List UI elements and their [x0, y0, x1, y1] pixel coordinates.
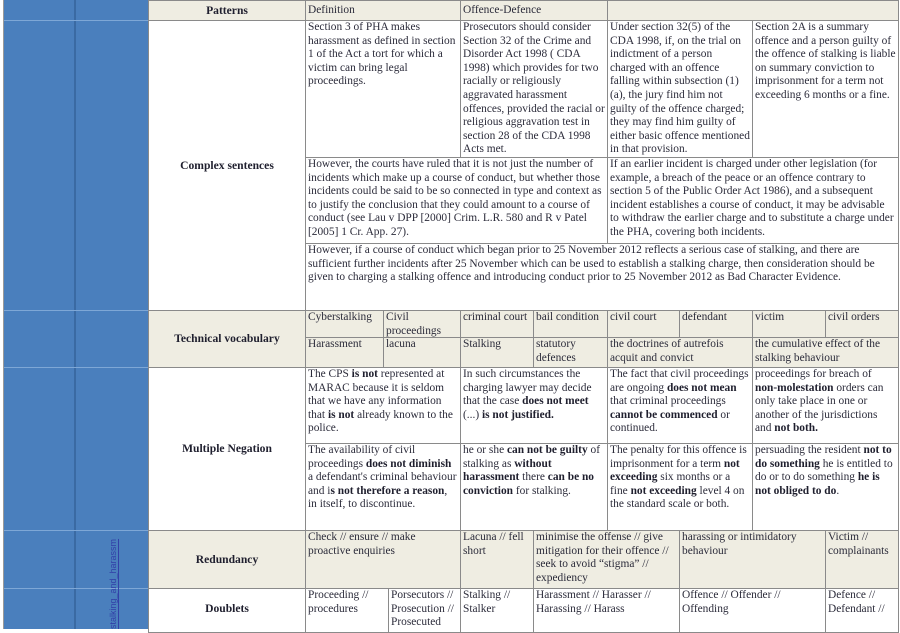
- body-text: persuading the resident: [755, 444, 864, 456]
- vocab-cell: Civil proceedings: [383, 310, 461, 338]
- sidebar-row-line: [4, 588, 148, 589]
- sidebar-row-line: [4, 310, 148, 311]
- vocab-cell: civil orders: [825, 310, 899, 338]
- emphasis-text: is not: [351, 368, 378, 380]
- body-text: or continued.: [610, 408, 730, 435]
- emphasis-text: does not meet: [522, 395, 589, 408]
- negation-cell: [607, 367, 753, 444]
- emphasis-text: non-molestation: [755, 381, 834, 394]
- row-label-redundancy: Redundancy: [148, 530, 306, 589]
- body-text: already known to the police.: [308, 408, 453, 435]
- header-definition: Definition: [305, 0, 461, 21]
- negation-cell: [752, 367, 899, 444]
- negation-cell: [305, 443, 461, 531]
- emphasis-text: not to do something: [755, 444, 892, 470]
- vocab-cell: bail condition: [533, 310, 608, 338]
- body-text: for stalking.: [513, 484, 571, 497]
- body-text: The availability of civil proceedings: [308, 444, 416, 470]
- body-text: he or she: [463, 444, 507, 456]
- redundancy-cell: Victim // complainants: [825, 530, 899, 589]
- complex-cell: Section 3 of PHA makes harassment as defined in section 1 of the Act a tort for which a victim can bring legal proceedings.: [305, 20, 461, 158]
- vocab-cell: defendant: [679, 310, 753, 338]
- emphasis-text: is not: [327, 408, 355, 421]
- sidebar-vertical-link[interactable]: stalking_and_harassm: [108, 538, 118, 629]
- row-label-technical-vocabulary: Technical vocabulary: [148, 310, 306, 368]
- body-text: The penalty for this offence is imprisonment for a term: [610, 444, 747, 470]
- redundancy-cell: minimise the offense // give mitigation for their offence // seek to avoid “stigma” // expediency: [533, 530, 680, 589]
- vocab-cell: statutory defences: [533, 337, 608, 368]
- header-patterns: Patterns: [148, 0, 306, 21]
- body-text: a defendant's criminal behaviour and i: [308, 471, 457, 497]
- complex-wide-cell: However, the courts have ruled that it is not just the number of incidents which make up a course of conduct, but whether those incidents could be said to be so connected in type and context as to justify the conclusion that they could amount to a course of conduct (see Lau v DPP [2000] Crim. L.R. 580 and R v Patel [2005] 1 Cr. App. 27).: [305, 157, 608, 244]
- vocab-cell: the cumulative effect of the stalking behaviour: [752, 337, 899, 368]
- body-text: orders can only take place in one or another of the jurisdictions and: [755, 381, 884, 435]
- doublets-cell: Stalking // Stalker: [460, 588, 534, 633]
- complex-full-cell: However, if a course of conduct which began prior to 25 November 2012 reflects a serious case of stalking, and there are sufficient further incidents after 25 November which can be used to establish a stalking charge, then consideration should be given to charging a stalking offence and introducing conduct prior to 25 November 2012 as Bad Character Evidence.: [305, 243, 899, 311]
- redundancy-cell: Check // ensure // make proactive enquiries: [305, 530, 461, 589]
- body-text: represented at MARAC because it is seldom that we have any information that: [308, 368, 445, 421]
- row-label-complex-sentences: Complex sentences: [148, 20, 306, 311]
- body-text: , in itself, to discontinue.: [308, 484, 448, 511]
- doublets-cell: Offence // Offender // Offending: [679, 588, 826, 633]
- emphasis-text: cannot be commenced: [610, 408, 718, 421]
- doublets-cell: Porsecutors // Prosecution // Prosecuted: [388, 588, 461, 633]
- vocab-cell: the doctrines of autrefois acquit and convict: [607, 337, 753, 368]
- complex-cell: Section 2A is a summary offence and a person guilty of the offence of stalking is liable on summary conviction to imprisonment for a term not exceeding 6 months or a fine.: [752, 20, 899, 158]
- body-text: of stalking as: [463, 444, 601, 470]
- sidebar-row-line: [4, 20, 148, 21]
- emphasis-text: without harassment: [463, 457, 552, 484]
- negation-cell: [607, 443, 753, 531]
- emphasis-text: is not justified.: [481, 408, 554, 421]
- body-text: six months or a fine: [610, 471, 731, 497]
- emphasis-text: not both.: [774, 422, 818, 435]
- doublets-cell: Harassment // Harasser // Harassing // Harass: [533, 588, 680, 633]
- sidebar-row-line: [4, 530, 148, 531]
- emphasis-text: does not diminish: [365, 457, 452, 470]
- vocab-cell: Cyberstalking: [305, 310, 384, 338]
- body-text: he is entitled to do or to do something: [755, 457, 893, 484]
- emphasis-text: can not be guilty: [506, 444, 588, 456]
- body-text: proceedings for breach of: [755, 368, 872, 380]
- vocab-cell: victim: [752, 310, 826, 338]
- sidebar-column-divider: [74, 0, 76, 629]
- redundancy-cell: harassing or intimidatory behaviour: [679, 530, 826, 589]
- row-label-doublets: Doublets: [148, 588, 306, 633]
- complex-wide-cell: If an earlier incident is charged under other legislation (for example, a breach of the peace or an offence contrary to section 5 of the Public Order Act 1986), and a subsequent incident establishes a course of conduct, it may be advisable to withdraw the earlier charge and to substitute a charge under the PHA, covering both incidents.: [607, 157, 899, 244]
- emphasis-text: does not mean: [666, 381, 737, 394]
- emphasis-text: not exceeding: [630, 484, 697, 497]
- redundancy-cell: Lacuna // fell short: [460, 530, 534, 589]
- complex-cell: Prosecutors should consider Section 32 of the Crime and Disorder Act 1998 ( CDA 1998) which provides for two racially or religiously aggravated harassment offences, provided the racial or religious aggravation test in section 28 of the CDA 1998 Acts met.: [460, 20, 608, 158]
- body-text: The CPS: [308, 368, 352, 380]
- body-text: there: [519, 471, 548, 484]
- emphasis-text: can be no conviction: [463, 471, 594, 497]
- emphasis-text: s not therefore a reason: [330, 484, 445, 497]
- body-text: level 4 on the standard scale or both.: [610, 484, 745, 511]
- vocab-cell: civil court: [607, 310, 680, 338]
- negation-cell: [305, 367, 461, 444]
- header-offence-defence: Offence-Defence: [460, 0, 608, 21]
- row-label-multiple-negation: Multiple Negation: [148, 367, 306, 531]
- body-text: In such circumstances the charging lawyer may decide that the case: [463, 368, 592, 408]
- emphasis-text: he is not obliged to do: [755, 471, 880, 497]
- header-blank: [607, 0, 899, 21]
- vocab-cell: Stalking: [460, 337, 534, 368]
- vocab-cell: Harassment: [305, 337, 384, 368]
- vocab-cell: lacuna: [383, 337, 461, 368]
- body-text: The fact that civil proceedings are ongoing: [610, 368, 749, 394]
- body-text: that criminal proceedings: [610, 395, 726, 408]
- sidebar-row-line: [4, 367, 148, 368]
- vocab-cell: criminal court: [460, 310, 534, 338]
- emphasis-text: not exceeding: [610, 457, 740, 484]
- doublets-cell: Defence // Defendant //: [825, 588, 899, 633]
- negation-cell: [460, 367, 608, 444]
- body-text: (...): [463, 408, 482, 421]
- complex-cell: Under section 32(5) of the CDA 1998, if, on the trial on indictment of a person charged with an offence falling within subsection (1)(a), the jury find him not guilty of the offence charged; they may find him guilty of either basic offence mentioned in that provision.: [607, 20, 753, 158]
- negation-cell: [752, 443, 899, 531]
- negation-cell: [460, 443, 608, 531]
- body-text: .: [836, 484, 840, 497]
- doublets-cell: Proceeding // procedures: [305, 588, 389, 633]
